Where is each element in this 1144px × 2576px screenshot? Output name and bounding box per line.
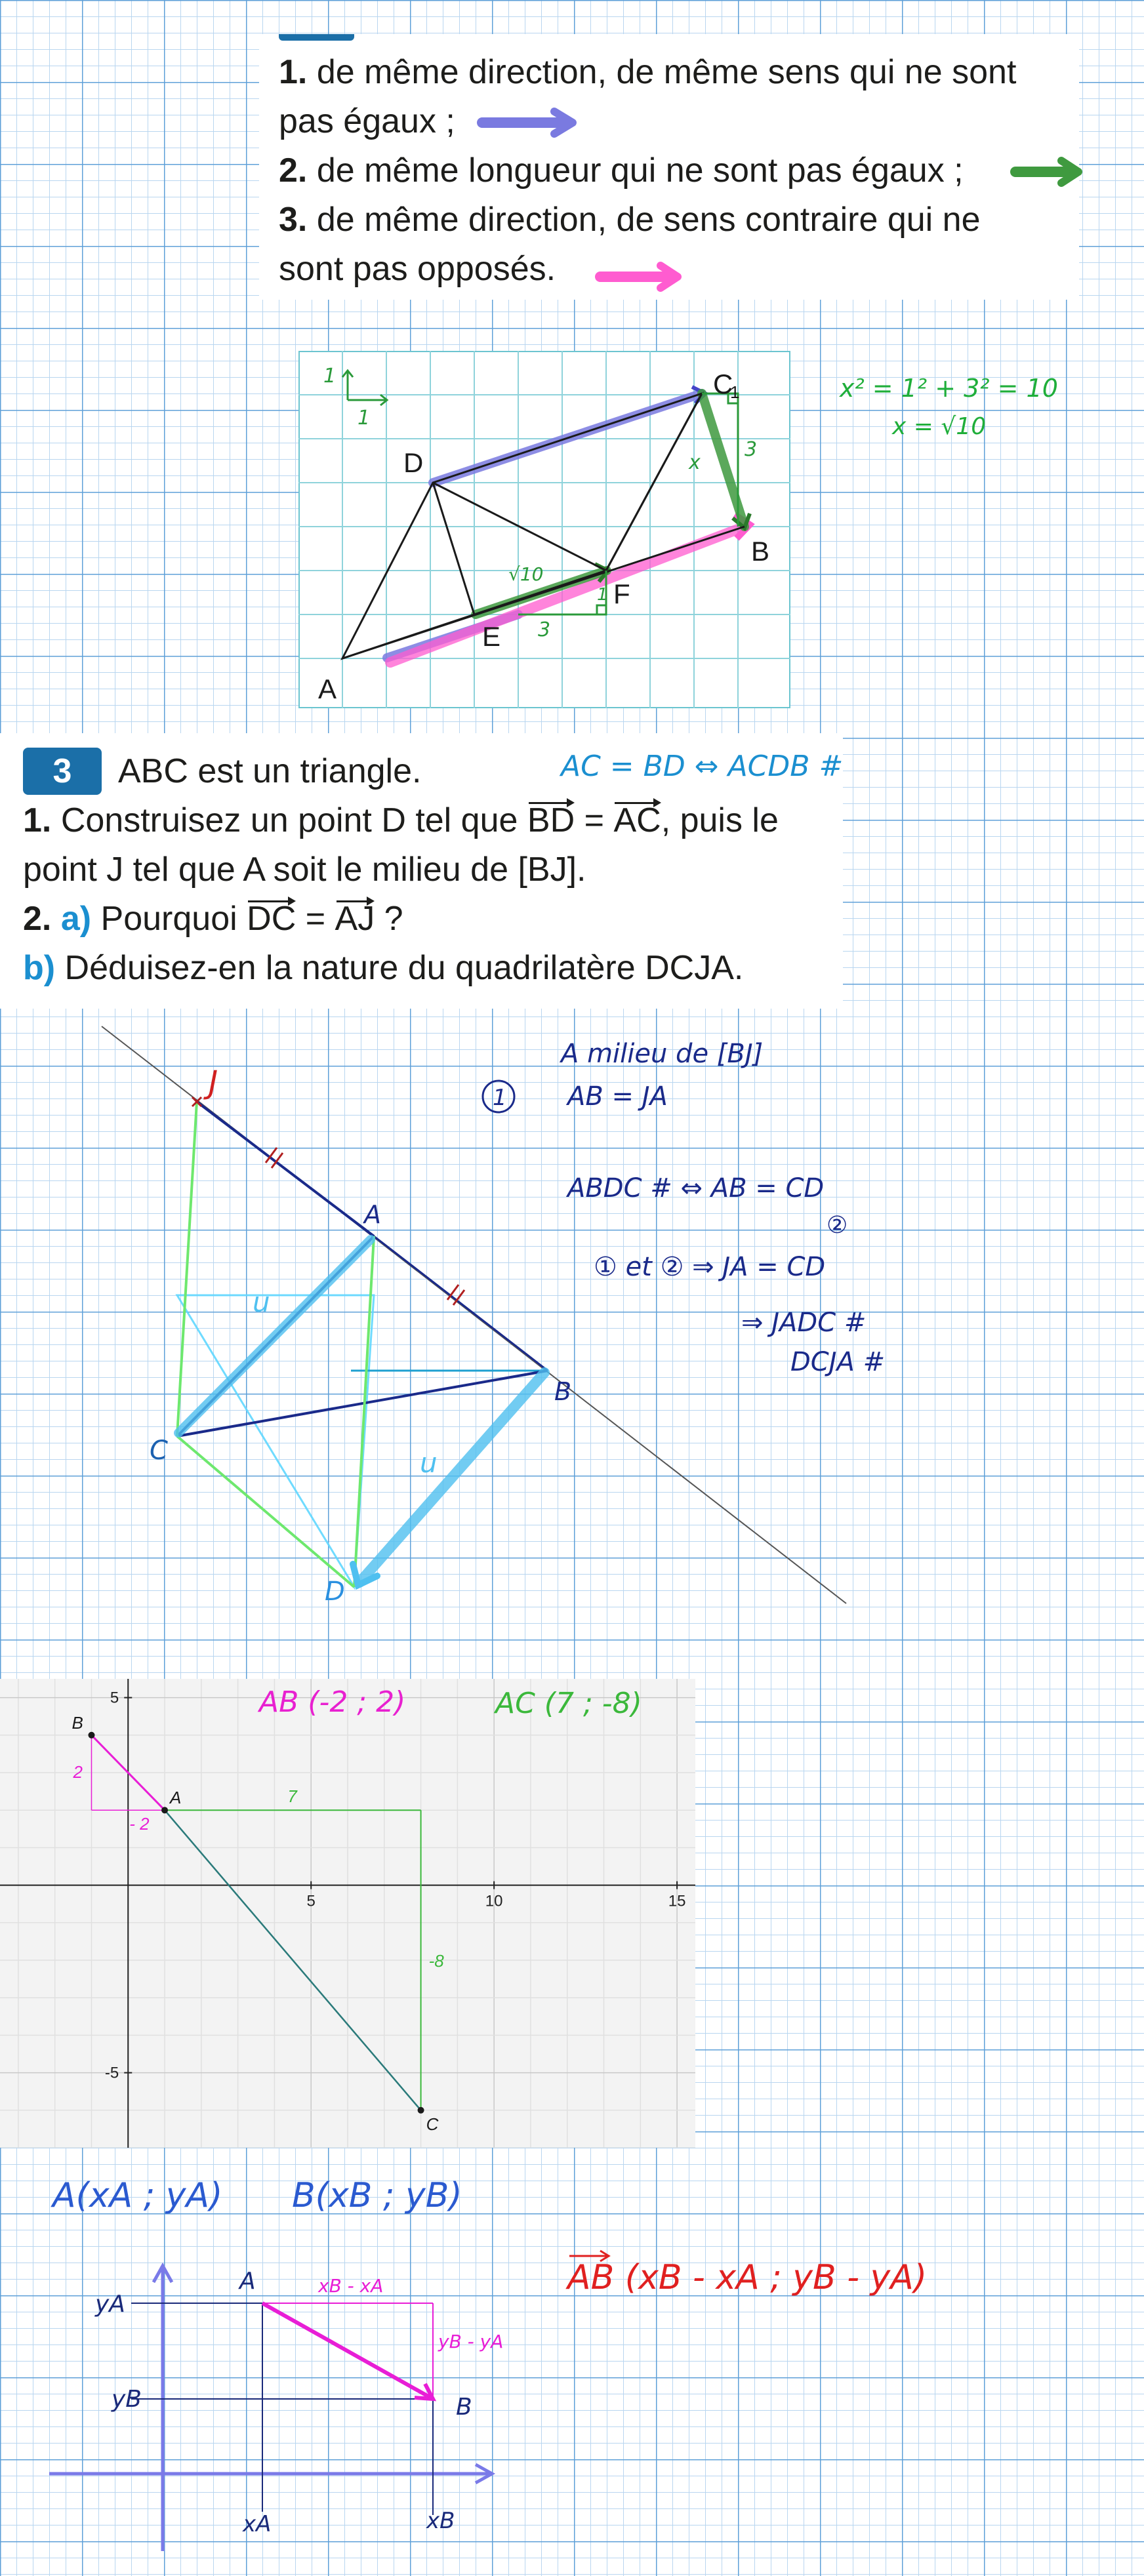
exercise-number-badge (23, 748, 102, 795)
question-text: Déduisez-en la nature du quadrilatère DCJA. (64, 949, 744, 987)
pythagoras-line-1: x² = 1² + 3² = 10 (840, 374, 1058, 403)
item-number: 1. (279, 53, 308, 91)
item-text: de même direction, de sens contraire qui ne (316, 201, 981, 239)
point-label-B: B (751, 536, 770, 567)
exercise-3-panel (0, 733, 843, 1009)
question-2a-line (23, 899, 403, 938)
question-letter: b) (23, 949, 56, 987)
question-1-line-1 (23, 801, 779, 840)
question-mark: ? (384, 900, 403, 938)
question-1-line-2: point J tel que A soit le milieu de [BJ]. (23, 851, 586, 889)
point-label-B: B (554, 1377, 572, 1406)
question-text: Construisez un point D tel que (60, 801, 518, 839)
badge-number: 3 (52, 752, 72, 790)
measure-x: x (689, 451, 701, 474)
coord-A: A(xA ; yA) (52, 2176, 223, 2215)
label-yA: yA (95, 2291, 125, 2318)
question-text: Pourquoi (100, 900, 237, 938)
label-dy-AC: -8 (428, 1951, 444, 1971)
segment-JA (197, 1102, 374, 1236)
label-dx-AC: 7 (287, 1786, 297, 1807)
green-arrow-icon (1010, 155, 1089, 188)
point-label-A: A (364, 1200, 381, 1229)
note-line: AB = JA (567, 1081, 668, 1112)
item-number: 3. (279, 201, 308, 239)
point-label-D: D (403, 447, 424, 478)
pink-arrow-icon (594, 260, 692, 293)
y-tick-label: -5 (104, 2064, 119, 2082)
vector-BD: BD (527, 801, 575, 839)
item-text: sont pas opposés. (279, 250, 556, 288)
point-label-C: C (150, 1436, 168, 1466)
point-label-B: B (456, 2394, 472, 2421)
label-xA: xA (243, 2511, 272, 2537)
point-label-B: B (72, 1712, 83, 1733)
vector-u-BD (359, 1373, 544, 1582)
note-line: A milieu de [BJ] (561, 1039, 764, 1069)
question-text: , puis le (661, 801, 779, 839)
segment-DA (354, 1236, 374, 1587)
point-label-A: A (318, 674, 337, 704)
x-tick-label: 5 (306, 1892, 316, 1910)
point-label-C1-subscript: 1 (730, 382, 740, 402)
vector-AB-coords: AB (-2 ; 2) (259, 1685, 406, 1719)
segment-CD (177, 1436, 354, 1587)
figure-general-formula (0, 2158, 1144, 2576)
exercise-2-panel (259, 34, 1079, 300)
question-letter: a) (60, 900, 92, 938)
point-label-A: A (170, 1788, 182, 1808)
pythagoras-line-2: x = √10 (892, 413, 987, 440)
point-C (418, 2107, 424, 2114)
measure-3-horizontal: 3 (538, 618, 551, 641)
item-3-line-2 (279, 249, 556, 289)
measure-sqrt10: √10 (508, 563, 544, 585)
segment-JC (177, 1102, 197, 1436)
point-label-D: D (325, 1577, 345, 1607)
vector-formula: AB (xB - xA ; yB - yA) (567, 2258, 928, 2297)
vector-u-label: u (420, 1447, 438, 1479)
label-dy: yB - yA (438, 2331, 504, 2352)
point-label-E: E (482, 621, 501, 652)
note-line: DCJA # (790, 1347, 886, 1377)
point-label-A: A (239, 2268, 256, 2295)
note-line: ② (827, 1212, 848, 1239)
note-line: ① et ② ⇒ JA = CD (594, 1252, 826, 1282)
question-2b-line (23, 948, 743, 988)
item-2-line (279, 151, 964, 190)
x-tick-label: 15 (668, 1892, 686, 1910)
point-B (88, 1732, 94, 1739)
vector-DC: DC (247, 900, 296, 938)
label-dx-AB: - 2 (129, 1814, 150, 1834)
purple-arrow-icon (476, 106, 587, 139)
equals-sign: = (584, 801, 604, 839)
unit-label-y: 1 (323, 365, 337, 388)
vector-AC-coords: AC (7 ; -8) (495, 1687, 642, 1720)
point-label-F: F (613, 578, 630, 609)
label-yB: yB (112, 2386, 142, 2413)
coord-B: B(xB ; yB) (292, 2176, 462, 2215)
label-dx: xB - xA (318, 2275, 384, 2297)
x-tick-label: 10 (485, 1892, 503, 1910)
question-number: 2. (23, 900, 52, 938)
vector-u-CA (178, 1239, 371, 1433)
vector-u-label: u (253, 1286, 270, 1318)
vector-AC: AC (613, 801, 661, 839)
coordinate-plot (0, 1679, 695, 2148)
badge-fragment (279, 34, 354, 41)
figure-construction-DCJA (0, 1013, 1144, 1623)
measure-1: 1 (597, 585, 608, 605)
question-number: 1. (23, 801, 52, 839)
exercise-title: ABC est un triangle. (118, 752, 422, 790)
note-line: ABDC # ⇔ AB = CD (567, 1173, 825, 1203)
point-label-C1: C (713, 369, 733, 399)
item-text: de même direction, de même sens qui ne sont (316, 53, 1017, 91)
vector-AJ: AJ (335, 900, 375, 938)
label-xB: xB (426, 2508, 455, 2534)
figure-parallelogram (298, 351, 790, 708)
point-label-J: J (209, 1064, 218, 1101)
y-tick-label: 5 (110, 1689, 119, 1707)
unit-label-x: 1 (358, 407, 371, 430)
handwritten-note-equivalence: AC = BD ⇔ ACDB # (561, 750, 844, 783)
circled-number: 1 (493, 1085, 507, 1111)
item-text: de même longueur qui ne sont pas égaux ; (316, 151, 964, 190)
item-1-line-1 (279, 52, 1016, 92)
item-3-line-1 (279, 200, 981, 239)
item-text: pas égaux ; (279, 102, 455, 140)
note-line: ⇒ JADC # (741, 1308, 867, 1338)
point-A (161, 1807, 168, 1813)
item-number: 2. (279, 151, 308, 190)
measure-3-vertical: 3 (745, 438, 758, 461)
vector-AB (262, 2303, 433, 2399)
item-1-line-2 (279, 102, 455, 141)
point-label-C: C (426, 2114, 439, 2134)
label-dy-AB: 2 (73, 1762, 83, 1782)
equals-sign: = (305, 900, 326, 938)
